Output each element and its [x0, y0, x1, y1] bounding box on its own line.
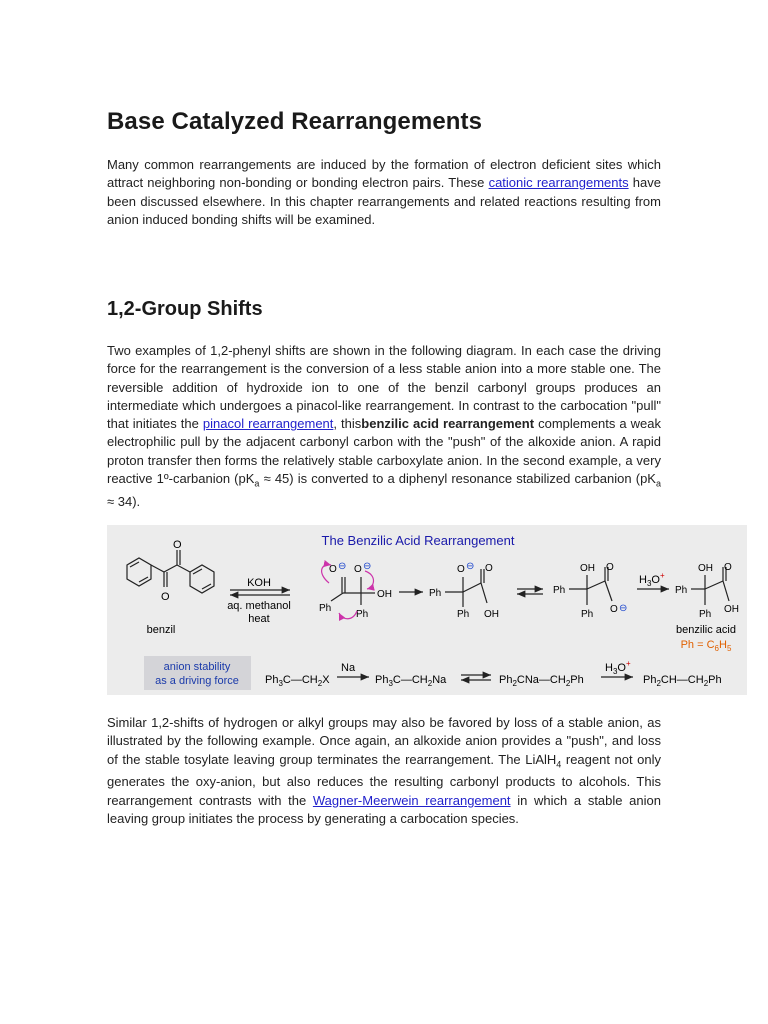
int-neg: ⊖: [338, 561, 347, 572]
int-oh: OH: [377, 589, 392, 600]
pinacol-rearrangement-link[interactable]: pinacol rearrangement: [202, 416, 334, 432]
eq-ph3c-ch2x: $Ph_3C—CH_2X$: [265, 674, 330, 688]
h3o-label-1: $H_3O^+$: [639, 571, 665, 588]
group-shifts-paragraph: [107, 342, 661, 511]
r-ph: Ph: [429, 588, 442, 599]
r-neg: ⊖: [466, 561, 475, 572]
int-o2: O: [354, 564, 362, 575]
similar-text-1: Similar 1,2-shifts of hydrogen or alkyl groups may also be favored by loss of a stable anion, as illustrated by the following example. Once again, an alkoxide anion provides a "push", and loss of the stable tosylate leaving group terminates the rearrangement. The LiAlH: [107, 715, 661, 767]
benzil-structure: [127, 550, 214, 593]
r-o2: O: [485, 563, 493, 574]
shifts-text-2: , this: [333, 416, 362, 432]
cationic-rearrangements-link[interactable]: cationic rearrangements: [488, 175, 629, 191]
carbanion-reaction: [265, 659, 722, 688]
similar-shifts-paragraph: [107, 714, 661, 828]
ph-definition: $Ph = C_6H_5$: [680, 639, 732, 653]
eq-ph3c-ch2na: $Ph_3C—CH_2Na$: [375, 674, 447, 688]
benzilic-acid-label: benzilic acid: [676, 624, 736, 636]
c-o-minus: O: [610, 604, 618, 615]
lialh4-subscript: 4: [556, 759, 562, 770]
shifts-text-1: Two examples of 1,2-phenyl shifts are shown in the following diagram. In each case the driving force for the rearrangement is the conversion of a less stable anion into a more stable one. The reversible addition of hydroxide ion to one of the benzil carbonyl groups produces an intermediate which undergoes a pinacol-like rearrangement. In contrast to the carbocation "pull" that initiates the: [107, 343, 661, 432]
eq-ph2ch-ch2ph: $Ph_2CH—CH_2Ph$: [643, 674, 722, 688]
c-ph: Ph: [553, 585, 566, 596]
carboxylate: [553, 562, 627, 620]
b-ph: Ph: [675, 585, 688, 596]
intro-paragraph: [107, 156, 661, 229]
rearranged-alkoxide: [429, 561, 499, 620]
reaction-diagram: [107, 525, 747, 695]
int-ph-right: Ph: [356, 609, 369, 620]
reagent-methanol: aq. methanol: [227, 600, 291, 612]
c-ph-bottom: Ph: [581, 609, 594, 620]
intro-text-1: Many common rearrangements are induced by the formation of electron deficient sites which attract neighboring non-bonding or bonding electron pairs. These: [107, 157, 661, 191]
r-ph-bottom: Ph: [457, 609, 470, 620]
anion-box-line1: anion stability: [163, 661, 231, 673]
r-o: O: [457, 564, 465, 575]
b-o: O: [724, 562, 732, 573]
wagner-meerwein-link[interactable]: Wagner-Meerwein rearrangement: [312, 792, 511, 808]
reagent-heat: heat: [248, 613, 270, 625]
benzil-o-top: O: [173, 539, 182, 551]
b-oh: OH: [724, 604, 739, 615]
alkoxide-intermediate: [319, 561, 392, 620]
int-o: O: [329, 564, 337, 575]
reagent-koh: KOH: [247, 577, 271, 589]
h3o-label-2: $H_3O^+$: [605, 659, 631, 676]
intro-text-2: have been discussed elsewhere. In this chapter rearrangements and related reactions resulting from anion induced bonding shifts will be examined.: [107, 175, 661, 227]
r-oh: OH: [484, 609, 499, 620]
benzil-o-bottom: O: [161, 591, 170, 603]
pka-subscript-1: a: [254, 478, 260, 489]
b-oh-top: OH: [698, 563, 713, 574]
benzil-label: benzil: [146, 624, 176, 636]
na-label: Na: [341, 662, 356, 674]
page-title: Base Catalyzed Rearrangements: [107, 108, 483, 135]
c-neg: ⊖: [619, 603, 628, 614]
similar-text-2: reagent not only generates the oxy-anion, but also reduces the resulting carbonyl products to alcohols. This rearrangement contrasts with the: [107, 751, 661, 808]
figure-title: The Benzilic Acid Rearrangement: [321, 533, 515, 548]
int-neg2: ⊖: [363, 561, 372, 572]
c-o: O: [606, 562, 614, 573]
shifts-text-3: complements a weak electrophilic pull by the adjacent carbonyl carbon with the "push" of the alkoxide anion. A rapid proton transfer then forms the relatively stable carboxylate anion. In the second example, a very reactive 1º-carbanion (pK: [107, 416, 662, 487]
similar-text-3: in which a stable anion leaving group initiates the process by generating a carbocation species.: [107, 792, 661, 827]
b-ph-bottom: Ph: [699, 609, 712, 620]
eq-ph2cna-ch2ph: $Ph_2CNa—CH_2Ph$: [499, 674, 584, 688]
c-oh: OH: [580, 563, 595, 574]
benzilic-acid-structure: [675, 562, 739, 620]
shifts-text-5: ≈ 34).: [107, 493, 141, 509]
anion-box-line2: as a driving force: [155, 675, 239, 687]
int-ph-left: Ph: [319, 603, 332, 614]
benzilic-acid-figure: [107, 525, 747, 695]
section-heading: 1,2-Group Shifts: [107, 298, 263, 320]
pka-subscript-2: a: [655, 478, 661, 489]
benzilic-acid-bold: benzilic acid rearrangement: [361, 416, 535, 432]
shifts-text-4: ≈ 45) is converted to a diphenyl resonance stabilized carbanion (pK: [259, 471, 656, 487]
